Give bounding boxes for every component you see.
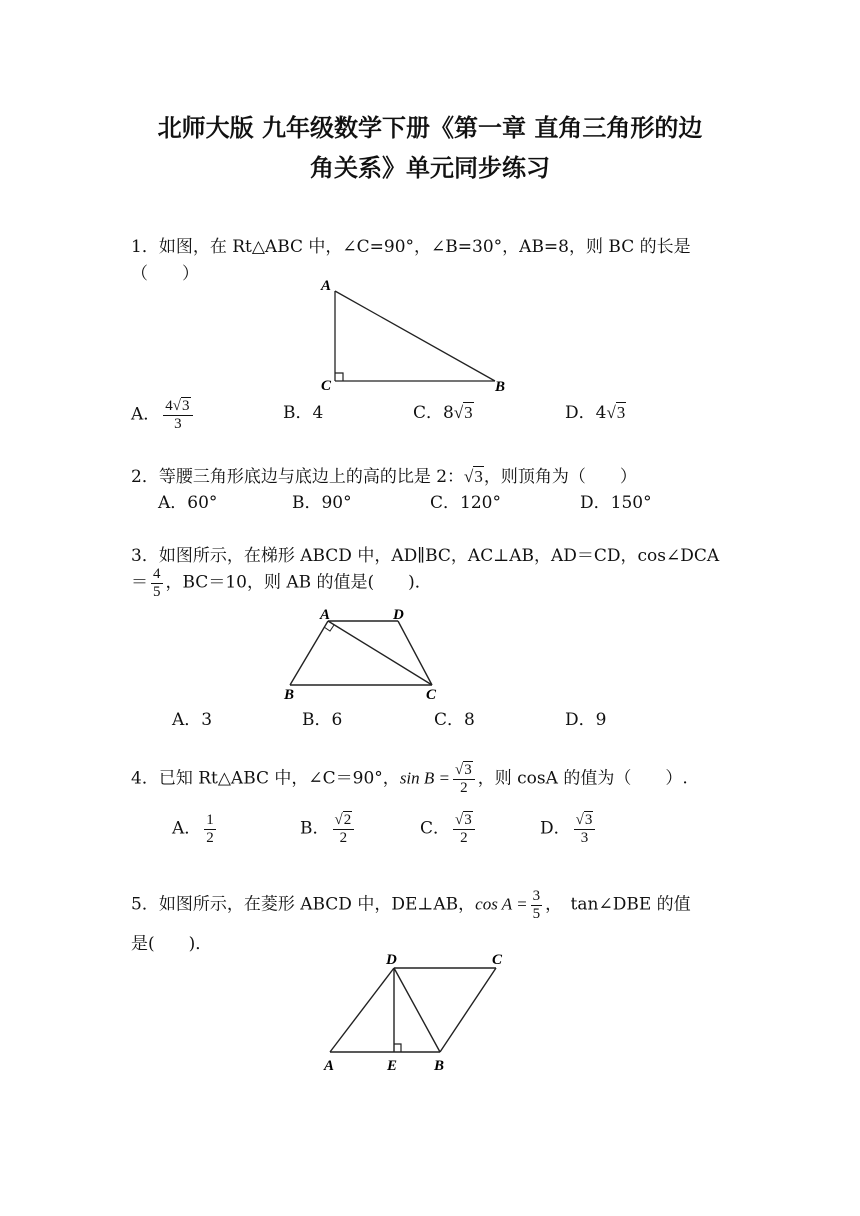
q4-option-b: B． $\frac{√2}{2}$ <box>300 812 357 846</box>
q5-text-line-2: 是( )． <box>131 934 213 954</box>
q1-label-b: B <box>495 379 506 395</box>
q3-text-line-1: 3．如图所示，在梯形 ABCD 中，AD∥BC，AC⊥AB，AD＝CD，cos∠DCA <box>131 546 720 566</box>
q4-option-a: A． $\frac{1}{2}$ <box>172 812 214 846</box>
q2-option-a: A．60° <box>158 493 218 513</box>
q2-option-b: B．90° <box>292 493 352 513</box>
q1-text-line-1: 1．如图，在 Rt△ABC 中，∠C=90°，∠B=30°，AB=8，则 BC 的长是 <box>131 237 691 257</box>
q5-label-a: A <box>324 1058 335 1074</box>
q1-label-c: C <box>321 378 332 394</box>
q3-trapezoid-figure <box>280 605 460 700</box>
q4-option-c: C． $\frac{√3}{2}$ <box>420 812 478 846</box>
q2-option-d: D．150° <box>580 493 652 513</box>
q3-option-d: D．9 <box>565 710 607 730</box>
q1-right-triangle-figure <box>315 275 515 395</box>
q1-option-a: A． $\frac{4√3}{3}$ <box>131 398 196 432</box>
q3-label-d: D <box>393 607 404 623</box>
q2-option-c: C．120° <box>430 493 501 513</box>
q1-text-line-2: （ ） <box>131 264 199 284</box>
q4-option-d: D． $\frac{√3}{3}$ <box>540 812 598 846</box>
q5-label-e: E <box>387 1058 398 1074</box>
q3-label-b: B <box>284 687 295 700</box>
q3-text-line-2: ＝ $\frac{4}{5}$ ，BC＝10，则 AB 的值是( )． <box>131 566 432 600</box>
q1-option-b: B．4 <box>283 403 324 423</box>
q5-label-b: B <box>434 1058 445 1074</box>
q4-text-line-1: 4．已知 Rt△ABC 中，∠C＝90°，sin B = $\frac{√3}{2}$ ，则 cosA 的值为（ ）. <box>131 762 688 796</box>
document-title-line-2: 角关系》单元同步练习 <box>310 154 550 182</box>
q3-option-c: C．8 <box>434 710 475 730</box>
q5-label-c: C <box>492 952 503 968</box>
q3-label-c: C <box>426 687 437 700</box>
q3-label-a: A <box>320 607 331 623</box>
document-title-line-1: 北师大版 九年级数学下册《第一章 直角三角形的边 <box>157 114 703 142</box>
q5-text-line-1: 5．如图所示，在菱形 ABCD 中，DE⊥AB，cos A = $\frac{3}{5}$ ， tan∠DBE 的值 <box>131 888 691 922</box>
q3-option-a: A．3 <box>172 710 213 730</box>
q1-option-d: D．4√3 <box>565 403 626 423</box>
q5-label-d: D <box>386 952 397 968</box>
q5-rhombus-figure <box>318 950 528 1080</box>
q1-label-a: A <box>321 278 332 294</box>
q1-option-c: C．8√3 <box>413 403 473 423</box>
q3-option-b: B．6 <box>302 710 343 730</box>
q2-text-line-1: 2．等腰三角形底边与底边上的高的比是 2：√3，则顶角为（ ） <box>131 467 637 487</box>
